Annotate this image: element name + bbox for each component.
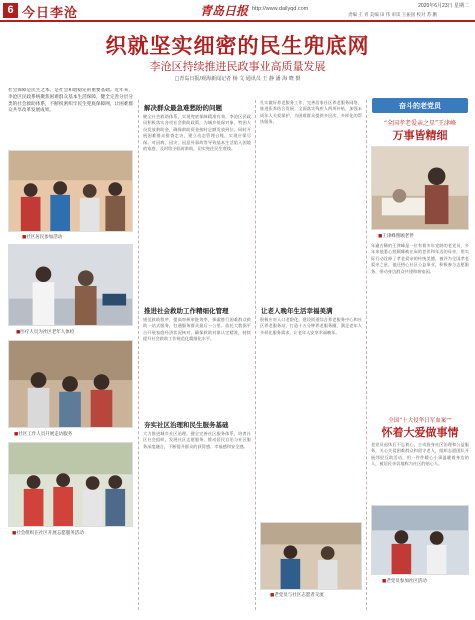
sidebar-story-title: 万事皆精细 (392, 129, 448, 142)
newspaper-logo: 青岛日报 (200, 4, 249, 18)
section-title: 今日李沧 (22, 6, 79, 21)
subheadline: 李沧区持续推进民政事业高质量发展 (149, 60, 326, 73)
sidebar-story-title: 怀着大爱做事情 (381, 426, 459, 439)
section-heading: 推进社会救助工作精细化管理 (144, 307, 229, 315)
photo-caregiver (371, 146, 469, 230)
photo-activity (371, 505, 469, 575)
photo-caption: ■社区工作人员开展走访服务 (14, 432, 73, 437)
sidebar-story-kicker: “全国孝老爱亲之星”王津峰 (383, 120, 457, 127)
section-heading: 解决群众最急难愁盼的问题 (144, 104, 222, 112)
headline: 织就坚实细密的民生兜底网 (105, 33, 370, 58)
section-text: 健全社会救助体系，实现兜底保障精准有效。李沧区民政局积极落实各项社会救助政策，为城乡低保对象、特困人员发放救助金，确保救助资金按时足额发放到位。同时开展困难群众排查走访，建立动态管理台账，实现应保尽保。对因病、因灾、因意外事故等导致基本生活陷入困境的家庭，及时给予临时救助，切实兜住民生底线。 (143, 114, 251, 152)
photo-caption: ■老党员参加社区活动 (382, 579, 427, 584)
sidebar-banner: 奋斗的老党员 (372, 98, 468, 113)
issue-date: 2020年6月23日 星期二 (418, 3, 469, 9)
sidebar-story-text: 老党员退休后不忘初心，主动投身社区治理和公益服务，关心关爱困难群众和留守老人，组织志愿团队开展邻里互助活动，用一件件暖心小事温暖着身边的人，被居民亲切地称为社区的贴心人。 (371, 442, 469, 467)
section-text: 扎实做好养老服务工作，完善居家社区养老服务网络，推进医养结合发展；全面落实残疾人两项补贴，加强未成年人关爱保护，为困难群众提供多层次、多样化的帮扶服务。 (260, 100, 362, 125)
photo-visit (8, 340, 133, 428)
sidebar-story-kicker: 全国“十大侵华日军血案”” (388, 418, 452, 424)
photo-community (8, 150, 133, 232)
column-divider (138, 100, 139, 610)
section-text: 大力推进城乡社区治理，健全完善社区服务体系，培育社区社会组织，发展社区志愿服务，推动居民自治与社区服务深度融合，不断提升群众的获得感、幸福感和安全感。 (143, 431, 251, 449)
lead-paragraph: 社会保障是民生之本，是社会和谐稳定的重要基础。近年来，李沧区民政系统聚焦困难群众基本生活保障，健全完善分层分类的社会救助体系，不断织密织牢民生兜底保障网，让困难群众共享改革发展成果。 (8, 88, 133, 114)
photo-caption: ■王津峰照顾老伴 (378, 234, 414, 239)
section-heading: 让老人晚年生活幸福美满 (261, 307, 333, 315)
section-text: 积极应对人口老龄化，建设街道综合养老服务中心和社区养老服务站，打造十五分钟养老服务圈，满足老年人多样化服务需求，让老年人安享幸福晚年。 (260, 317, 362, 335)
editors-line: 责编 王 青 美编 田 伟 审读 王振国 校对 苏 鹏 (348, 12, 438, 17)
photo-caption: ■医疗人员为社区老年人体检 (16, 330, 75, 335)
photo-caption: ■老党员与社区志愿者交流 (270, 593, 324, 598)
section-text: 规范救助程序，提高审核审批效率，探索推行困难群众救助一站式服务，打通服务群众最后一公里。依托大数据平台开展家庭经济状况核对，确保救助对象认定精准，持续提升社会救助工作规范化精细化水平。 (143, 317, 251, 342)
photo-caption: ■社会组织在社区开展志愿服务活动 (12, 531, 84, 536)
column-divider (255, 100, 256, 610)
sidebar-story-text: 年逾古稀的王津峰是一位有着多年党龄的老党员，多年来他悉心照顾瘫痪在床的老伴和年迈的母亲，用实际行动诠释了孝老爱亲的传统美德，被评为全国孝老爱亲之星。他还热心社区公益事业，积极参与志愿服务，带动身边群众共建和谐家园。 (371, 243, 469, 274)
photo-caption: ■社区居民参加活动 (22, 235, 63, 240)
column-divider (366, 100, 367, 610)
masthead (0, 0, 475, 22)
section-heading: 夯实社区治理和民生服务基础 (144, 421, 229, 429)
photo-party-member (260, 522, 362, 590)
photo-volunteer (8, 442, 133, 527)
newspaper-url[interactable]: http://www.dailyqd.com (252, 6, 309, 12)
photo-medical (8, 244, 133, 326)
page-number: 6 (3, 3, 18, 18)
byline: □青岛日报/观海新闻记者 杨 文 通讯员 王 静 潘 海 晓 摄 (174, 76, 301, 82)
